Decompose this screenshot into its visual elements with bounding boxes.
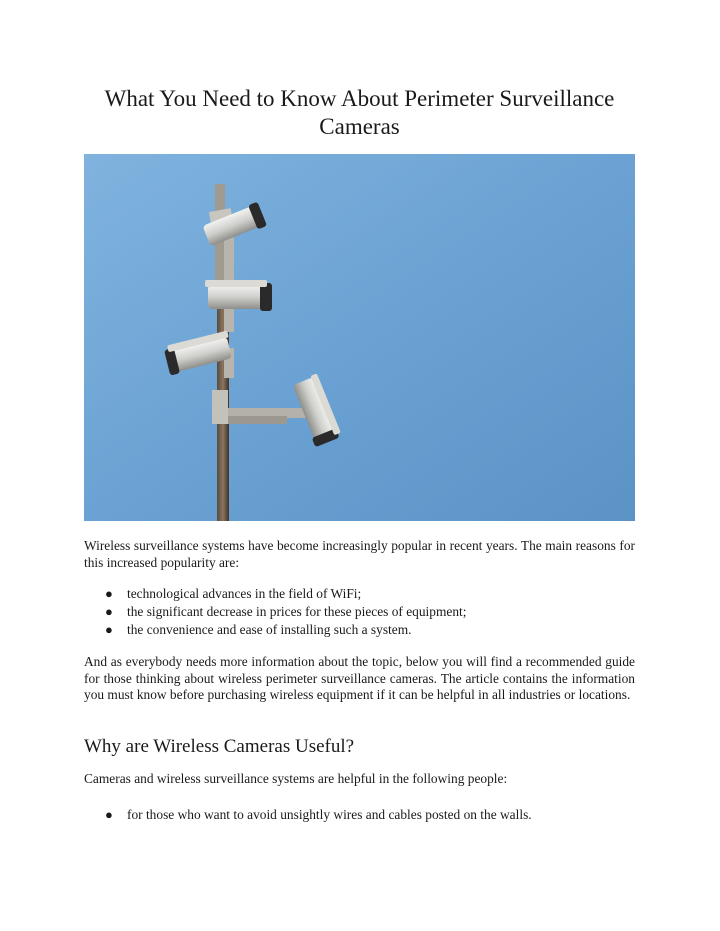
list-item-text: technological advances in the field of WiFi; bbox=[127, 586, 362, 601]
list-item bbox=[84, 603, 635, 621]
section-heading: Why are Wireless Cameras Useful? bbox=[84, 736, 355, 757]
list-item-text: for those who want to avoid unsightly wires and cables posted on the walls. bbox=[127, 807, 532, 822]
list-item-text: the significant decrease in prices for these pieces of equipment; bbox=[127, 604, 467, 619]
cameras-illustration bbox=[84, 154, 635, 521]
guide-paragraph: And as everybody needs more information about the topic, below you will find a recommended guide for those thinking about wireless perimeter surveillance cameras. The article contains the information you must know before purchasing wireless equipment if it can be helpful in all industries or locations. bbox=[84, 654, 635, 703]
reasons-list bbox=[84, 585, 635, 639]
intro-paragraph: Wireless surveillance systems have become increasingly popular in recent years. The main reasons for this increased popularity are: bbox=[84, 538, 635, 570]
list-item-text: the convenience and ease of installing such a system. bbox=[127, 622, 412, 637]
list-item bbox=[84, 806, 635, 824]
surveillance-cameras-photo bbox=[84, 154, 635, 521]
page-title: What You Need to Know About Perimeter Surveillance Cameras bbox=[104, 86, 615, 139]
bullet-icon: ● bbox=[105, 622, 113, 637]
useful-for-list bbox=[84, 806, 635, 824]
bullet-icon: ● bbox=[105, 807, 113, 822]
section-intro: Cameras and wireless surveillance systems are helpful in the following people: bbox=[84, 771, 508, 786]
list-item bbox=[84, 585, 635, 603]
bullet-icon: ● bbox=[105, 586, 113, 601]
list-item bbox=[84, 621, 635, 639]
bullet-icon: ● bbox=[105, 604, 113, 619]
